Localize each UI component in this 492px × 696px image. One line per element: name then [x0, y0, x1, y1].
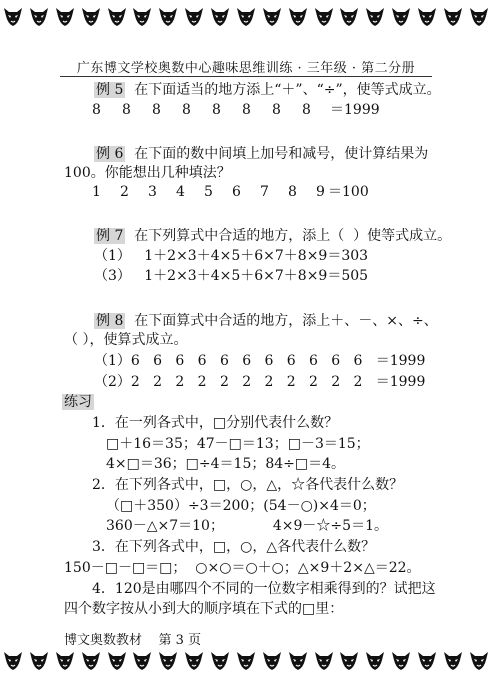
example-8-item-1: （1）6 6 6 6 6 6 6 6 6 6 6 ＝1999 [94, 353, 426, 369]
example-6-prompt-cont: 100。你能想出几种填法？ [64, 165, 231, 181]
fox-head-icon [106, 6, 128, 28]
seq-number: 8 [288, 184, 297, 200]
seq-number: 1 [92, 184, 101, 200]
header-rule [60, 76, 432, 77]
example-7-line [94, 227, 451, 245]
example-5-prompt: 在下面适当的地方添上“＋”、“÷”，使等式成立。 [125, 82, 441, 98]
fox-head-icon [157, 650, 179, 672]
practice-label: 练习 [64, 394, 92, 410]
example-6-label: 例 6 [96, 146, 124, 162]
example-8-label: 例 8 [96, 313, 124, 329]
fox-head-icon [54, 650, 76, 672]
seq-number: 9 [316, 184, 325, 200]
seq-number: 5 [204, 184, 213, 200]
fox-head-icon [183, 6, 205, 28]
fox-head-icon [131, 6, 153, 28]
fox-head-icon [54, 6, 76, 28]
practice-question-2-line-b: 360－△×7＝10； 4×9－☆÷5＝1。 [106, 518, 388, 534]
fox-head-icon [28, 650, 50, 672]
practice-question-4: 4．120是由哪四个不同的一位数字相乘得到的？试把这 [92, 581, 436, 597]
fox-head-icon [2, 650, 24, 672]
fox-head-icon [287, 6, 309, 28]
fox-head-icon [468, 650, 490, 672]
fox-head-icon [364, 650, 386, 672]
example-5-label: 例 5 [96, 82, 124, 98]
fox-head-icon [442, 6, 464, 28]
page-footer: 博文奥数教材 第 3 页 [64, 633, 202, 648]
practice-question-3-line-a: 150－□－□＝□； ○×○＝○＋○；△×9＋2×△＝22。 [64, 560, 421, 576]
fox-head-icon [80, 650, 102, 672]
bottom-ornament-border [2, 650, 490, 672]
fox-head-icon [261, 6, 283, 28]
example-5-sequence [92, 101, 392, 119]
seq-number: 8 [122, 102, 131, 118]
example-7-prompt: 在下列算式中合适的地方，添上（ ）使等式成立。 [125, 228, 452, 244]
fox-head-icon [468, 6, 490, 28]
seq-number: 8 [212, 102, 221, 118]
fox-head-icon [235, 650, 257, 672]
example-8-line [94, 312, 438, 330]
page-header-title: 广东博文学校奥数中心趣味思维训练 · 三年级 · 第二分册 [76, 61, 416, 76]
example-6-sequence [92, 183, 392, 201]
fox-head-icon [390, 650, 412, 672]
practice-question-1: 1．在一列各式中，□分别代表什么数？ [92, 415, 339, 431]
top-ornament-border [2, 6, 490, 28]
fox-head-icon [235, 6, 257, 28]
example-7-label: 例 7 [96, 228, 124, 244]
fox-head-icon [416, 650, 438, 672]
seq-result: ＝1999 [330, 102, 380, 118]
fox-head-icon [338, 650, 360, 672]
fox-head-icon [209, 6, 231, 28]
practice-question-1-line-a: □＋16＝35；47－□＝13；□－3＝15； [106, 436, 370, 452]
example-7-item-2: （3） 1＋2×3＋4×5＋6×7＋8×9＝505 [94, 268, 369, 284]
fox-head-icon [313, 6, 335, 28]
fox-head-icon [131, 650, 153, 672]
fox-head-icon [80, 6, 102, 28]
seq-number: 8 [302, 102, 311, 118]
seq-result: ＝100 [328, 184, 369, 200]
fox-head-icon [287, 650, 309, 672]
seq-number: 8 [152, 102, 161, 118]
example-8-item-2: （2）2 2 2 2 2 2 2 2 2 2 2 ＝1999 [94, 374, 426, 390]
fox-head-icon [209, 650, 231, 672]
seq-number: 8 [272, 102, 281, 118]
seq-number: 8 [92, 102, 101, 118]
example-6-prompt: 在下面的数中间填上加号和减号，使计算结果为 [125, 146, 429, 162]
fox-head-icon [364, 6, 386, 28]
example-6-line [94, 145, 428, 163]
seq-number: 8 [182, 102, 191, 118]
seq-number: 7 [260, 184, 269, 200]
practice-question-2: 2．在下列各式中，□，○，△，☆各代表什么数？ [92, 477, 404, 493]
fox-head-icon [261, 650, 283, 672]
practice-question-2-line-a: （□＋350）÷3＝200；(54－○)×4＝0； [106, 498, 376, 514]
example-7-item-1: （1） 1＋2×3＋4×5＋6×7＋8×9＝303 [94, 248, 369, 264]
fox-head-icon [183, 650, 205, 672]
fox-head-icon [416, 6, 438, 28]
seq-number: 4 [176, 184, 185, 200]
seq-number: 8 [242, 102, 251, 118]
seq-number: 6 [232, 184, 241, 200]
example-5-line [94, 81, 441, 99]
seq-number: 2 [120, 184, 129, 200]
fox-head-icon [313, 650, 335, 672]
fox-head-icon [157, 6, 179, 28]
example-8-prompt: 在下面算式中合适的地方，添上＋、－、×、÷、 [125, 313, 438, 329]
seq-number: 3 [148, 184, 157, 200]
fox-head-icon [2, 6, 24, 28]
example-8-prompt-cont: （ ），使算式成立。 [64, 332, 188, 348]
practice-question-1-line-b: 4×□＝36；□÷4＝15；84÷□＝4。 [106, 456, 346, 472]
fox-head-icon [390, 6, 412, 28]
practice-question-4-cont: 四个数字按从小到大的顺序填在下式的□里： [64, 601, 344, 617]
fox-head-icon [106, 650, 128, 672]
fox-head-icon [442, 650, 464, 672]
practice-heading [62, 393, 94, 411]
fox-head-icon [338, 6, 360, 28]
fox-head-icon [28, 6, 50, 28]
practice-question-3: 3．在下列各式中，□，○，△各代表什么数？ [92, 539, 376, 555]
